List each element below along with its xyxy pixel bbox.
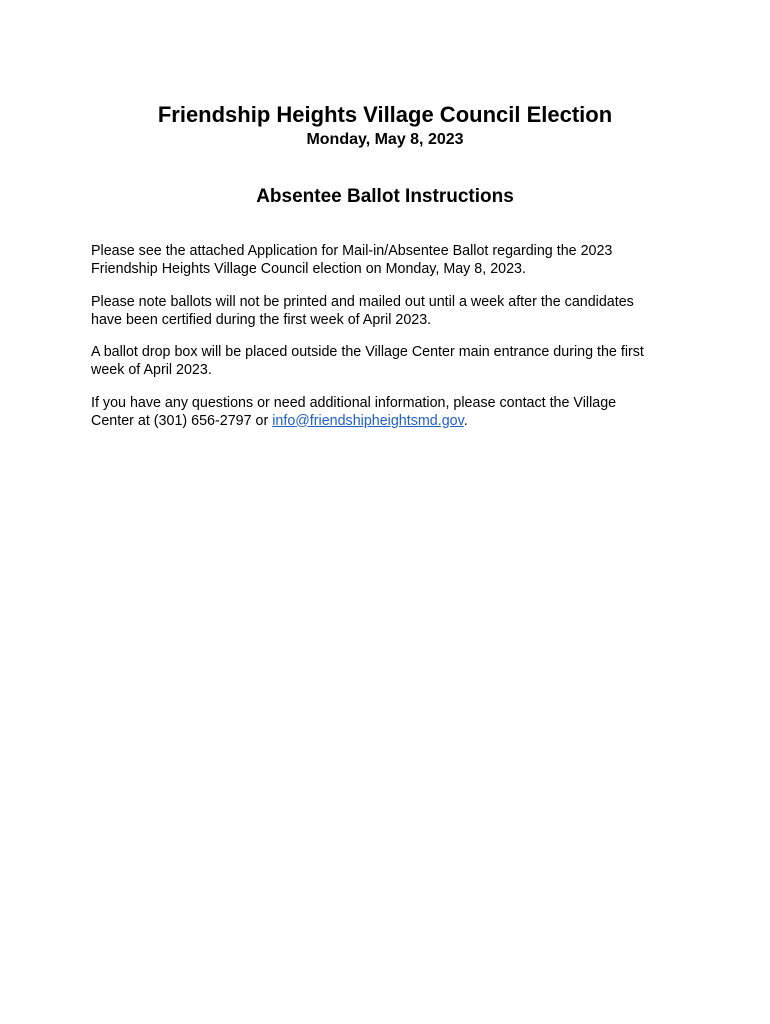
- email-link[interactable]: info@friendshipheightsmd.gov: [272, 412, 464, 429]
- paragraph-line: A ballot drop box will be placed outside the Village Center main entrance during the first: [91, 344, 644, 360]
- paragraph-printing-notice: [91, 294, 691, 329]
- contact-phone-text: Center at (301) 656-2797 or: [91, 412, 273, 429]
- election-date: Monday, May 8, 2023: [306, 131, 464, 148]
- paragraph-line-contact: [91, 413, 691, 431]
- paragraph-line: have been certified during the first week of April 2023.: [91, 311, 432, 328]
- paragraph-line: Please note ballots will not be printed and mailed out until a week after the candidates: [91, 294, 634, 310]
- paragraph-application: [91, 243, 691, 278]
- section-heading: Absentee Ballot Instructions: [256, 186, 514, 207]
- paragraph-line: Please see the attached Application for Mail-in/Absentee Ballot regarding the 2023: [91, 243, 613, 259]
- paragraph-line: If you have any questions or need additional information, please contact the Village: [91, 395, 617, 411]
- paragraph-line: week of April 2023.: [91, 361, 212, 378]
- paragraph-drop-box: [91, 344, 691, 379]
- paragraph-contact: [91, 395, 691, 430]
- document-title: Friendship Heights Village Council Election: [157, 102, 613, 127]
- contact-period: .: [463, 412, 468, 429]
- paragraph-line: Friendship Heights Village Council election on Monday, May 8, 2023.: [91, 260, 526, 277]
